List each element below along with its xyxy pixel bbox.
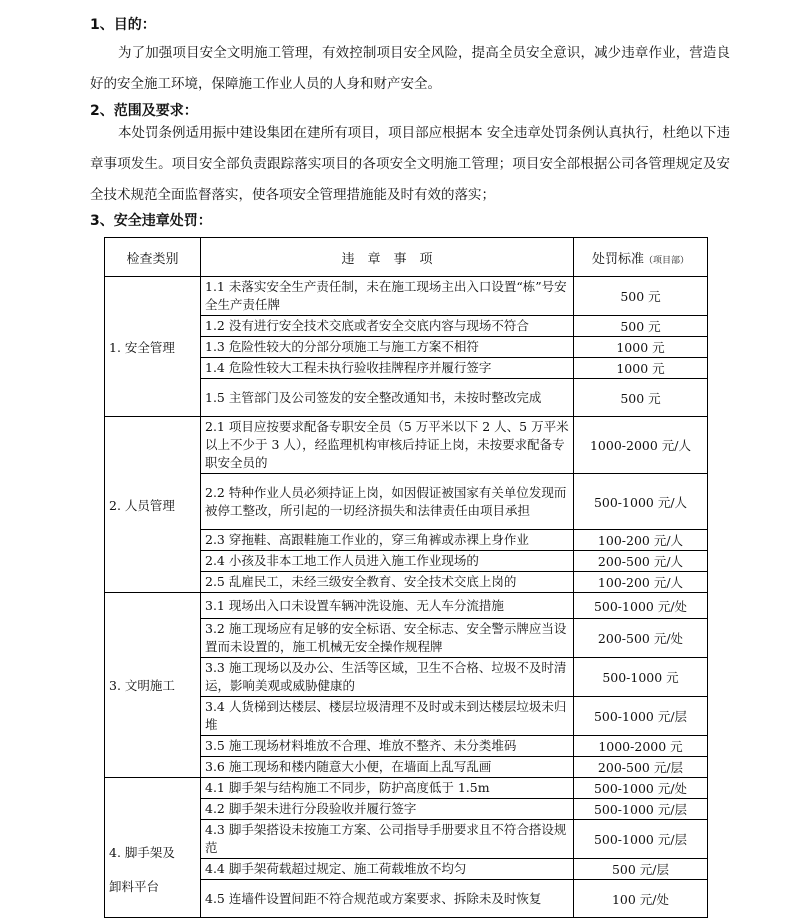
penalty-cell: 500-1000 元/处	[574, 593, 708, 619]
penalty-cell: 1000 元	[574, 337, 708, 358]
item-cell: 4.5 连墙件设置间距不符合规范或方案要求、拆除未及时恢复	[201, 880, 574, 918]
category-cell	[105, 778, 201, 918]
penalty-cell: 200-500 元/处	[574, 619, 708, 658]
section-1-text: 为了加强项目安全文明施工管理，有效控制项目安全风险，提高全员安全意识，减少违章作业，营造良好的安全施工环境，保障施工作业人员的人身和财产安全。	[90, 45, 730, 92]
penalty-cell: 1000-2000 元	[574, 736, 708, 757]
penalty-cell: 100 元/处	[574, 880, 708, 918]
penalty-cell: 200-500 元/层	[574, 757, 708, 778]
item-cell: 3.4 人货梯到达楼层、楼层垃圾清理不及时或未到达楼层垃圾未归堆	[201, 697, 574, 736]
category-cell: 1. 安全管理	[105, 277, 201, 417]
penalty-cell: 1000-2000 元/人	[574, 417, 708, 474]
penalty-cell: 500-1000 元	[574, 658, 708, 697]
header-penalty-label: 处罚标准	[591, 251, 644, 267]
item-cell: 3.3 施工现场以及办公、生活等区域，卫生不合格、垃圾不及时清运，影响美观或威胁健康的	[201, 658, 574, 697]
header-penalty	[574, 238, 708, 277]
section-2-text: 本处罚条例适用振中建设集团在建所有项目，项目部应根据本 安全违章处罚条例认真执行，杜绝以下违章事项发生。项目安全部负责跟踪落实项目的各项安全文明施工管理；项目安全部根据公司各管理规定及安全技术规范全面监督落实，使各项安全管理措施能及时有效的落实；	[90, 125, 730, 203]
item-cell: 2.3 穿拖鞋、高跟鞋施工作业的，穿三角裤或赤裸上身作业	[201, 530, 574, 551]
item-cell: 3.2 施工现场应有足够的安全标语、安全标志、安全警示牌应当设置而未设置的，施工机械无安全操作规程牌	[201, 619, 574, 658]
header-items: 违 章 事 项	[201, 238, 574, 277]
penalty-cell: 500-1000 元/处	[574, 778, 708, 799]
penalty-table	[104, 237, 708, 918]
item-cell: 1.1 未落实安全生产责任制，未在施工现场主出入口设置“栋”号安全生产责任牌	[201, 277, 574, 316]
penalty-cell: 500-1000 元/层	[574, 697, 708, 736]
item-cell: 1.2 没有进行安全技术交底或者安全交底内容与现场不符合	[201, 316, 574, 337]
penalty-cell: 500 元/层	[574, 859, 708, 880]
penalty-cell: 500 元	[574, 277, 708, 316]
section-3-heading: 3、安全违章处罚：	[90, 213, 212, 229]
item-cell: 1.3 危险性较大的分部分项施工与施工方案不相符	[201, 337, 574, 358]
item-cell: 4.3 脚手架搭设未按施工方案、公司指导手册要求且不符合搭设规范	[201, 820, 574, 859]
item-cell: 2.5 乱雇民工，未经三级安全教育、安全技术交底上岗的	[201, 572, 574, 593]
header-penalty-note: （项目部）	[644, 255, 690, 266]
penalty-cell: 1000 元	[574, 358, 708, 379]
penalty-cell: 200-500 元/人	[574, 551, 708, 572]
penalty-cell: 500 元	[574, 379, 708, 417]
category-label-2: 卸料平台	[109, 879, 160, 894]
penalty-cell: 500-1000 元/层	[574, 799, 708, 820]
table-row	[105, 593, 708, 619]
item-cell: 4.2 脚手架未进行分段验收并履行签字	[201, 799, 574, 820]
item-cell: 2.2 特种作业人员必须持证上岗，如因假证被国家有关单位发现而被停工整改，所引起的一切经济损失和法律责任由项目承担	[201, 474, 574, 530]
item-cell: 1.5 主管部门及公司签发的安全整改通知书，未按时整改完成	[201, 379, 574, 417]
table-row	[105, 417, 708, 474]
item-cell: 2.1 项目应按要求配备专职安全员（5 万平米以下 2 人、5 万平米以上不少于 3 人），经监理机构审核后持证上岗，未按要求配备专职安全员的	[201, 417, 574, 474]
table-header-row	[105, 238, 708, 277]
section-1-heading: 1、目的：	[90, 17, 156, 33]
category-cell: 3. 文明施工	[105, 593, 201, 778]
item-cell: 3.5 施工现场材料堆放不合理、堆放不整齐、未分类堆码	[201, 736, 574, 757]
item-cell: 4.4 脚手架荷载超过规定、施工荷载堆放不均匀	[201, 859, 574, 880]
penalty-cell: 500-1000 元/层	[574, 820, 708, 859]
item-cell: 2.4 小孩及非本工地工作人员进入施工作业现场的	[201, 551, 574, 572]
penalty-cell: 500-1000 元/人	[574, 474, 708, 530]
item-cell: 3.1 现场出入口未设置车辆冲洗设施、无人车分流措施	[201, 593, 574, 619]
penalty-cell: 500 元	[574, 316, 708, 337]
item-cell: 4.1 脚手架与结构施工不同步，防护高度低于 1.5m	[201, 778, 574, 799]
header-category: 检查类别	[105, 238, 201, 277]
penalty-cell: 100-200 元/人	[574, 572, 708, 593]
item-cell: 3.6 施工现场和楼内随意大小便，在墙面上乱写乱画	[201, 757, 574, 778]
penalty-cell: 100-200 元/人	[574, 530, 708, 551]
table-row	[105, 778, 708, 799]
section-2-heading: 2、范围及要求：	[90, 103, 198, 119]
table-row	[105, 277, 708, 316]
item-cell: 1.4 危险性较大工程未执行验收挂牌程序并履行签字	[201, 358, 574, 379]
category-cell: 2. 人员管理	[105, 417, 201, 593]
category-label: 4. 脚手架及	[109, 845, 175, 860]
